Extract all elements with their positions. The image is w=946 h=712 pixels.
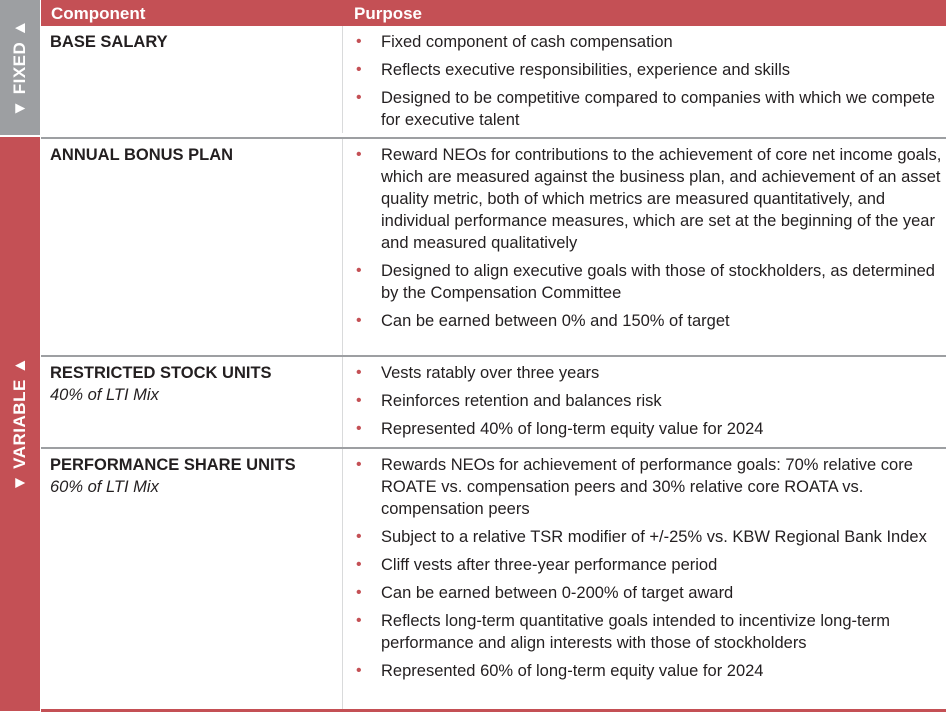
column-divider	[342, 357, 343, 449]
component-cell	[50, 144, 340, 166]
purpose-item	[354, 144, 944, 254]
table-row-restricted-stock-units	[41, 355, 946, 449]
purpose-item	[354, 526, 944, 548]
variable-label: ▼ VARIABLE ▲	[10, 356, 29, 492]
purpose-item	[354, 87, 944, 131]
fixed-label: ▼ FIXED ▲	[10, 18, 29, 117]
purpose-text: Rewards NEOs for achievement of performance goals: 70% relative core ROATE vs. compensation peers and 30% relative core ROATA vs. compensation peers	[381, 456, 913, 518]
purpose-text: Can be earned between 0% and 150% of target	[381, 312, 730, 330]
purpose-item	[354, 310, 944, 332]
purpose-item	[354, 390, 944, 412]
table-row-performance-share-units	[41, 447, 946, 712]
component-cell	[50, 31, 340, 53]
purpose-text: Vests ratably over three years	[381, 364, 600, 382]
bullet-icon: •	[356, 584, 362, 601]
column-divider	[342, 26, 343, 133]
purpose-list	[354, 362, 944, 446]
purpose-item	[354, 362, 944, 384]
purpose-item	[354, 660, 944, 682]
purpose-text: Designed to align executive goals with those of stockholders, as determined by the Compensation Committee	[381, 262, 935, 302]
purpose-text: Reinforces retention and balances risk	[381, 392, 662, 410]
bullet-icon: •	[356, 312, 362, 329]
bullet-icon: •	[356, 146, 362, 163]
purpose-item	[354, 31, 944, 53]
purpose-list	[354, 454, 944, 688]
column-divider	[342, 449, 343, 709]
purpose-list	[354, 31, 944, 137]
component-title: ANNUAL BONUS PLAN	[50, 146, 234, 164]
component-subtitle: 40% of LTI Mix	[50, 386, 159, 404]
purpose-text: Reflects long-term quantitative goals intended to incentivize long-term performance and align interests with those of stockholders	[381, 612, 891, 652]
component-column-header: Component	[51, 4, 146, 23]
bullet-icon: •	[356, 262, 362, 279]
bullet-icon: •	[356, 556, 362, 573]
bullet-icon: •	[356, 612, 362, 629]
bullet-icon: •	[356, 420, 362, 437]
bullet-icon: •	[356, 456, 362, 473]
purpose-text: Designed to be competitive compared to companies with which we compete for executive talent	[381, 89, 935, 129]
purpose-item	[354, 610, 944, 654]
table-row-annual-bonus-plan	[41, 137, 946, 355]
component-subtitle: 60% of LTI Mix	[50, 478, 159, 496]
table-header	[41, 0, 946, 26]
purpose-item	[354, 554, 944, 576]
purpose-item	[354, 418, 944, 440]
purpose-item	[354, 454, 944, 520]
purpose-text: Cliff vests after three-year performance period	[381, 556, 718, 574]
component-cell	[50, 454, 340, 498]
purpose-text: Represented 40% of long-term equity value for 2024	[381, 420, 764, 438]
purpose-text: Subject to a relative TSR modifier of +/-25% vs. KBW Regional Bank Index	[381, 528, 927, 546]
bullet-icon: •	[356, 33, 362, 50]
column-divider	[342, 139, 343, 355]
bullet-icon: •	[356, 662, 362, 679]
component-cell	[50, 362, 340, 406]
purpose-item	[354, 59, 944, 81]
component-title: RESTRICTED STOCK UNITS	[50, 364, 272, 382]
component-title: PERFORMANCE SHARE UNITS	[50, 456, 296, 474]
purpose-column-header: Purpose	[354, 4, 423, 23]
bullet-icon: •	[356, 61, 362, 78]
purpose-text: Represented 60% of long-term equity value for 2024	[381, 662, 764, 680]
purpose-text: Fixed component of cash compensation	[381, 33, 673, 51]
variable-side-band	[0, 137, 40, 711]
purpose-text: Reflects executive responsibilities, experience and skills	[381, 61, 791, 79]
purpose-item	[354, 582, 944, 604]
purpose-text: Reward NEOs for contributions to the achievement of core net income goals, which are measured against the business plan, and achievement of an asset quality metric, both of which metrics are measured quantitatively, and individual performance measures, which are set at the beginning of the year and measured qualitatively	[381, 146, 942, 252]
component-title: BASE SALARY	[50, 33, 168, 51]
purpose-text: Can be earned between 0-200% of target award	[381, 584, 734, 602]
purpose-item	[354, 260, 944, 304]
bullet-icon: •	[356, 392, 362, 409]
table-row-base-salary	[41, 26, 946, 133]
bullet-icon: •	[356, 528, 362, 545]
purpose-list	[354, 144, 944, 338]
bullet-icon: •	[356, 364, 362, 381]
fixed-side-band	[0, 0, 40, 135]
bullet-icon: •	[356, 89, 362, 106]
